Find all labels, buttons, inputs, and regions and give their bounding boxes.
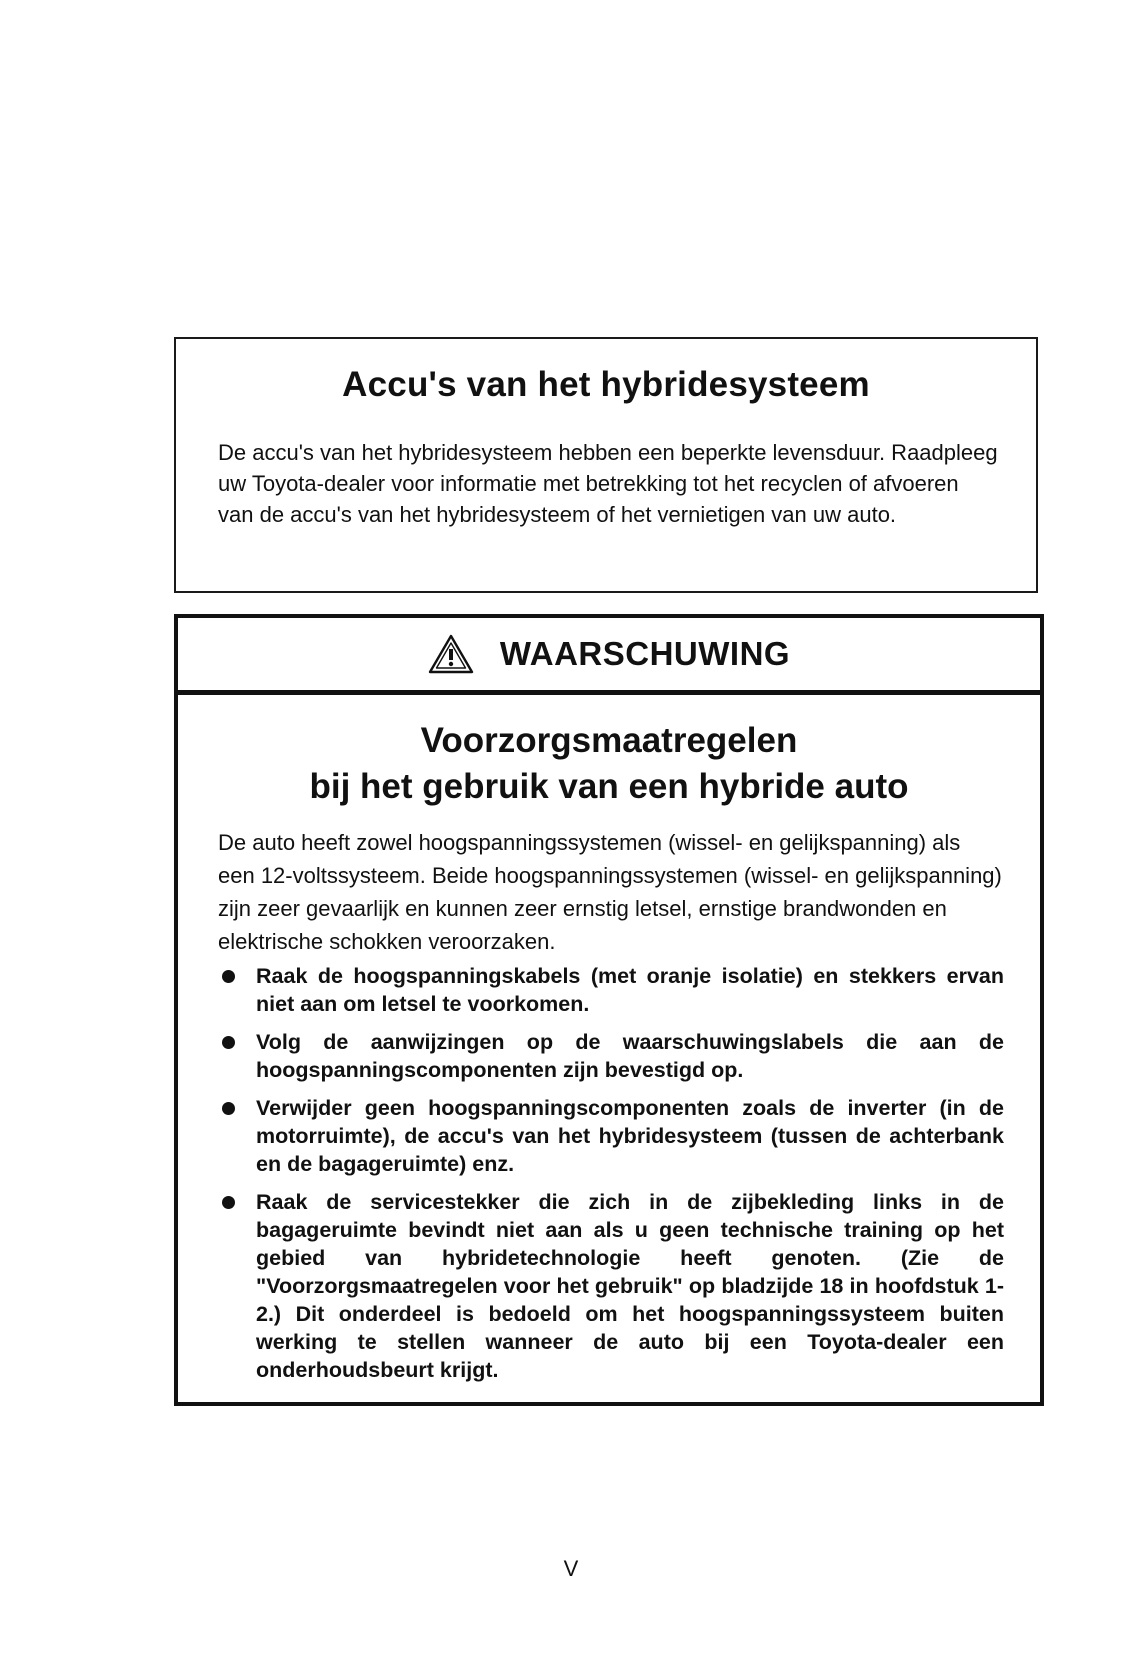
warning-box — [174, 614, 1044, 1406]
bullet-icon — [222, 1102, 235, 1115]
list-item-text: Volg de aanwijzingen op de waarschuwingslabels die aan de hoogspanningscomponenten zijn bevestigd op. — [256, 1030, 1004, 1082]
bullet-icon — [222, 1036, 235, 1049]
list-item — [218, 1188, 1004, 1384]
notice-body: De accu's van het hybridesysteem hebben een beperkte levensduur. Raadpleeg uw Toyota-dealer voor informatie met betrekking tot het recyclen of afvoeren van de accu's van het hybridesysteem of het vernietigen van uw auto. — [218, 440, 998, 527]
notice-title: Accu's van het hybridesysteem — [342, 365, 870, 404]
list-item-text: Raak de servicestekker die zich in de zijbekleding links in de bagageruimte bevindt niet aan als u geen technische training op het gebied van hybridetechnologie heeft genoten. (Zie de "Voorzorgsmaatregelen voor het gebruik" op bladzijde 18 in hoofdstuk 1-2.) Dit onderdeel is bedoeld om het hoogspanningssysteem buiten werking te stellen wanneer de auto bij een Toyota-dealer een onderhoudsbeurt krijgt. — [256, 1190, 1004, 1382]
bullet-icon — [222, 970, 235, 983]
page-number: V — [563, 1556, 579, 1581]
warning-subtitle-line1: Voorzorgsmaatregelen — [420, 721, 798, 760]
warning-header — [178, 618, 1040, 695]
warning-list — [218, 962, 1004, 1394]
warning-intro: De auto heeft zowel hoogspanningssystemen (wissel- en gelijkspanning) als een 12-voltssysteem. Beide hoogspanningssystemen (wissel- en gelijkspanning) zijn zeer gevaarlijk en kunnen zeer ernstig letsel, ernstige brandwonden en elektrische schokken veroorzaken. — [218, 830, 1002, 954]
hybrid-battery-notice-box — [174, 337, 1038, 593]
warning-subtitle — [178, 718, 1040, 810]
list-item — [218, 1094, 1004, 1178]
warning-subtitle-line2: bij het gebruik van een hybride auto — [309, 767, 909, 806]
bullet-icon — [222, 1196, 235, 1209]
list-item-text: Raak de hoogspanningskabels (met oranje isolatie) en stekkers ervan niet aan om letsel te voorkomen. — [256, 964, 1004, 1016]
list-item — [218, 1028, 1004, 1084]
warning-label: WAARSCHUWING — [499, 635, 791, 672]
warning-triangle-icon — [428, 634, 474, 674]
list-item — [218, 962, 1004, 1018]
list-item-text: Verwijder geen hoogspanningscomponenten zoals de inverter (in de motorruimte), de accu's van het hybridesysteem (tussen de achterbank en de bagageruimte) enz. — [256, 1096, 1004, 1176]
